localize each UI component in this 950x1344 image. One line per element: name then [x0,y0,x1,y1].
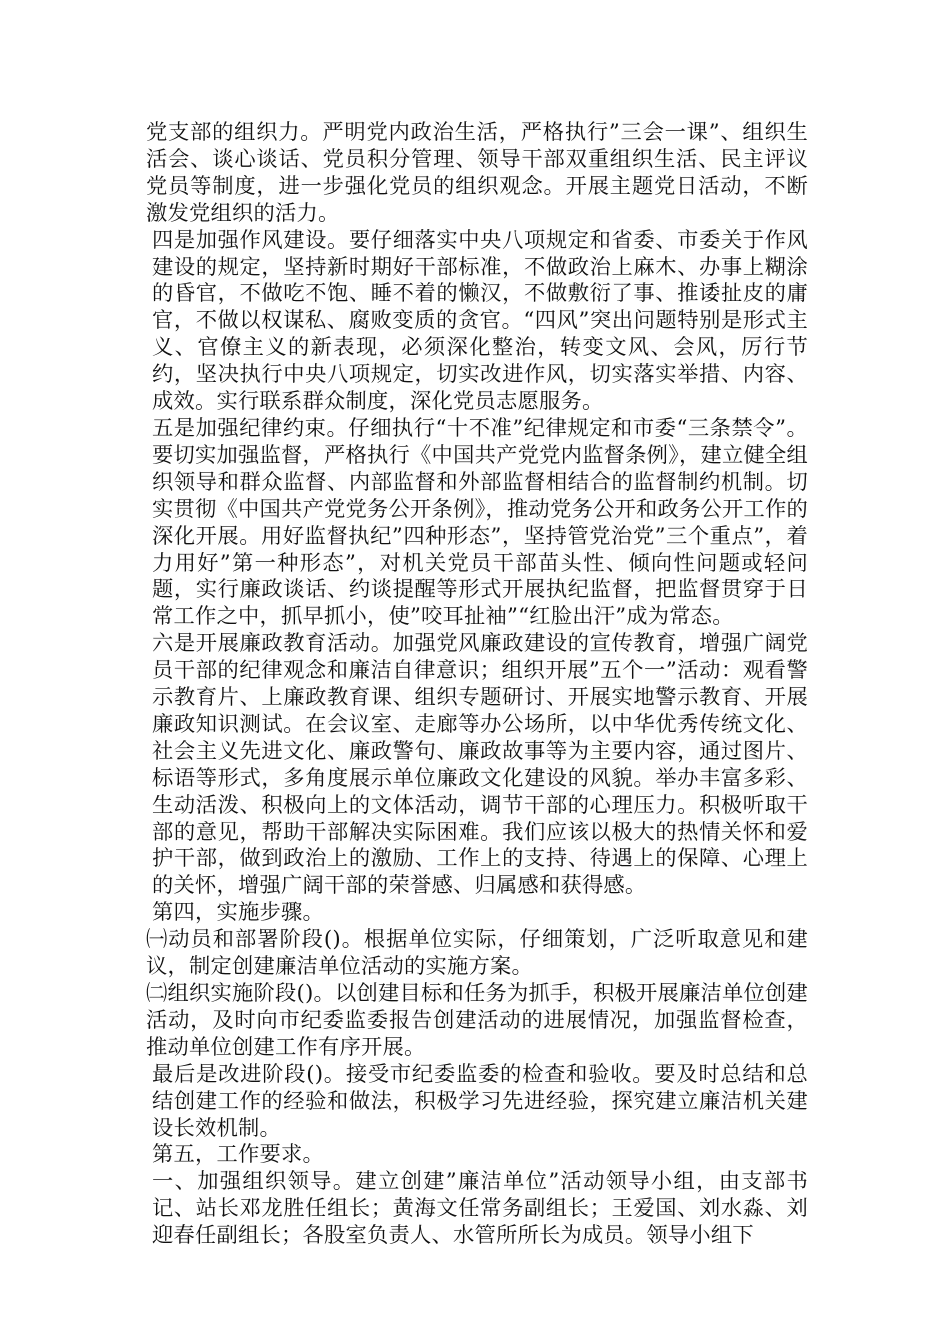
heading-implementation-steps: 第四，实施步骤。 [152,900,324,926]
paragraph-integrity-education: 六是开展廉政教育活动。加强党风廉政建设的宣传教育，增强广阔党员干部的纪律观念和廉洁自律意识；组织开展”五个一”活动：观看警示教育片、上廉政教育课、组织专题研讨、开展实地警示教育、开展廉政知识测试。在会议室、走廊等办公场所，以中华优秀传统文化、社会主义先进文化、廉政警句、廉政故事等为主要内容，通过图片、标语等形式，多角度展示单位廉政文化建设的风貌。举办丰富多彩、生动活泼、积极向上的文体活动，调节干部的心理压力。积极听取干部的意见，帮助干部解决实际困难。我们应该以极大的热情关怀和爱护干部，做到政治上的激励、工作上的支持、待遇上的保障、心理上的关怀，增强广阔干部的荣誉感、归属感和获得感。 [152,631,808,899]
paragraph-work-style: 四是加强作风建设。要仔细落实中央八项规定和省委、市委关于作风建设的规定，坚持新时期好干部标准，不做政治上麻木、办事上糊涂的昏官，不做吃不饱、睡不着的懒汉，不做敷衍了事、推诿扯皮的庸官，不做以权谋私、腐败变质的贪官。“四风”突出问题特别是形式主义、官僚主义的新表现，必须深化整治，转变文风、会风，厉行节约，坚决执行中央八项规定，切实改进作风，切实落实举措、内容、成效。实行联系群众制度，深化党员志愿服务。 [152,227,808,415]
paragraph-improvement-stage: 最后是改进阶段()。接受市纪委监委的检查和验收。要及时总结和总结创建工作的经验和做法，积极学习先进经验，探究建立廉洁机关建设长效机制。 [152,1061,808,1141]
heading-work-requirements: 第五，工作要求。 [152,1142,324,1168]
paragraph-organization-leadership: 一、加强组织领导。建立创建”廉洁单位”活动领导小组，由支部书记、站长邓龙胜任组长；黄海文任常务副组长；王爱国、刘水淼、刘迎春任副组长；各股室负责人、水管所所长为成员。领导小组下 [152,1169,808,1249]
document-page [146,120,808,1250]
paragraph-party-branch-organization: 党支部的组织力。严明党内政治生活，严格执行”三会一课”、组织生活会、谈心谈话、党员积分管理、领导干部双重组织生活、民主评议党员等制度，进一步强化党员的组织观念。开展主题党日活动，不断激发党组织的活力。 [146,120,808,226]
paragraph-discipline: 五是加强纪律约束。仔细执行“十不准”纪律规定和市委“三条禁令”。要切实加强监督，严格执行《中国共产党党内监督条例》，建立健全组织领导和群众监督、内部监督和外部监督相结合的监督制约机制。切实贯彻《中国共产党党务公开条例》，推动党务公开和政务公开工作的深化开展。用好监督执纪”四种形态”，坚持管党治党”三个重点”，着力用好”第一种形态”，对机关党员干部苗头性、倾向性问题或轻问题，实行廉政谈话、约谈提醒等形式开展执纪监督，把监督贯穿于日常工作之中，抓早抓小，使”咬耳扯袖”“红脸出汗”成为常态。 [152,415,808,630]
paragraph-implementation-stage: ㈡组织实施阶段()。以创建目标和任务为抓手，积极开展廉洁单位创建活动，及时向市纪委监委报告创建活动的进展情况，加强监督检查，推动单位创建工作有序开展。 [146,981,808,1060]
paragraph-mobilization-stage: ㈠动员和部署阶段()。根据单位实际，仔细策划，广泛听取意见和建议，制定创建廉洁单位活动的实施方案。 [146,927,808,980]
